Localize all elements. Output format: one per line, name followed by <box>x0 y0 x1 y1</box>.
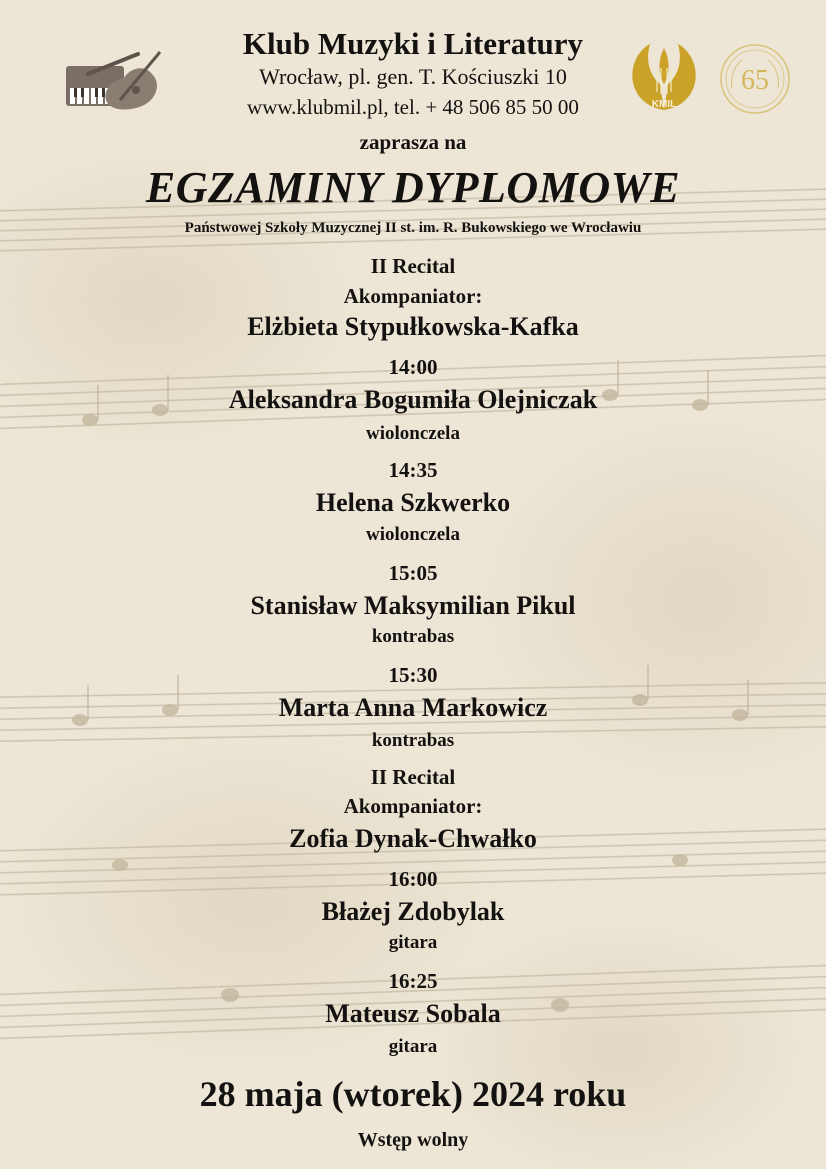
free-entry: Wstęp wolny <box>357 1129 469 1151</box>
accompanist-name: Zofia Dynak-Chwałko <box>289 824 537 853</box>
anniversary-number: 65 <box>741 65 769 96</box>
club-contact: www.klubmil.pl, tel. + 48 506 85 50 00 <box>247 95 579 119</box>
instrument: wiolonczela <box>366 524 460 545</box>
invite-text: zaprasza na <box>359 130 467 154</box>
kmil-logo-text: KMIL <box>651 99 677 110</box>
event-title: EGZAMINY DYPLOMOWE <box>145 163 681 212</box>
accompanist-label: Akompaniator: <box>343 284 483 308</box>
school-name: Państwowej Szkoły Muzycznej II st. im. R. Bukowskiego we Wrocławiu <box>184 220 642 236</box>
event-date: 28 maja (wtorek) 2024 roku <box>199 1074 627 1114</box>
accompanist-name: Elżbieta Stypułkowska-Kafka <box>247 312 579 341</box>
performer-name: Helena Szkwerko <box>315 488 511 517</box>
performer-name: Mateusz Sobala <box>325 999 501 1028</box>
instrument: wiolonczela <box>366 423 460 444</box>
performance-time: 16:00 <box>388 867 438 891</box>
performer-name: Aleksandra Bogumiła Olejniczak <box>228 385 598 414</box>
club-address: Wrocław, pl. gen. T. Kościuszki 10 <box>259 64 567 89</box>
accompanist-label: Akompaniator: <box>343 794 483 818</box>
instrument: gitara <box>388 932 438 953</box>
performance-time: 15:05 <box>388 561 438 585</box>
performer-name: Błażej Zdobylak <box>321 897 505 926</box>
recital-title: II Recital <box>370 254 456 278</box>
performance-time: 16:25 <box>388 969 438 993</box>
performance-time: 15:30 <box>388 663 438 687</box>
performance-time: 14:00 <box>388 355 438 379</box>
club-name: Klub Muzyki i Literatury <box>242 26 584 61</box>
performer-name: Marta Anna Markowicz <box>278 693 548 722</box>
instrument: kontrabas <box>371 730 455 751</box>
instrument: gitara <box>388 1036 438 1057</box>
performer-name: Stanisław Maksymilian Pikul <box>250 591 576 620</box>
instrument: kontrabas <box>371 626 455 647</box>
recital-title: II Recital <box>370 765 456 789</box>
performance-time: 14:35 <box>388 458 438 482</box>
